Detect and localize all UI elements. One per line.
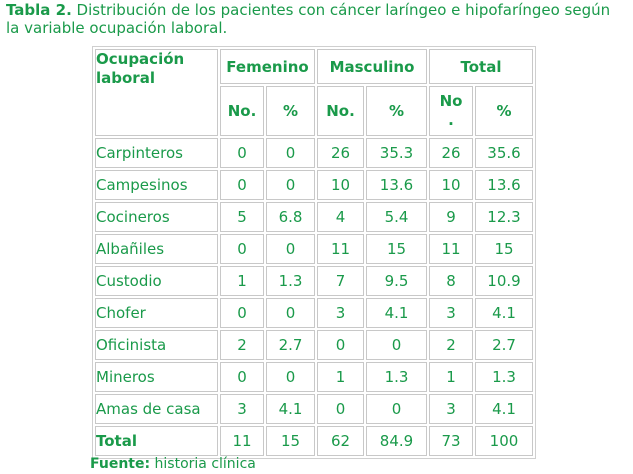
- cell-f-pct: 0: [266, 298, 315, 328]
- cell-m-pct: 13.6: [366, 170, 427, 200]
- cell-m-no: 4: [317, 202, 364, 232]
- cell-t-pct: 35.6: [475, 138, 533, 168]
- cell-m-no: 1: [317, 362, 364, 392]
- cell-m-pct: 35.3: [366, 138, 427, 168]
- row-label: Custodio: [95, 266, 218, 296]
- cell-f-no: 0: [220, 362, 264, 392]
- table-row: [95, 362, 533, 392]
- cell-f-pct: 0: [266, 170, 315, 200]
- cell-f-no: 0: [220, 234, 264, 264]
- row-label: Total: [95, 426, 218, 456]
- cell-t-no: 73: [429, 426, 473, 456]
- cell-t-no: 8: [429, 266, 473, 296]
- header-male-pct: %: [366, 86, 427, 136]
- cell-t-no: 10: [429, 170, 473, 200]
- header-female-no: No.: [220, 86, 264, 136]
- source-label: Fuente:: [90, 456, 151, 472]
- cell-t-no: 11: [429, 234, 473, 264]
- cell-m-no: 3: [317, 298, 364, 328]
- row-label: Cocineros: [95, 202, 218, 232]
- cell-m-pct: 84.9: [366, 426, 427, 456]
- row-label: Mineros: [95, 362, 218, 392]
- cell-f-pct: 0: [266, 138, 315, 168]
- cell-f-pct: 6.8: [266, 202, 315, 232]
- cell-m-pct: 1.3: [366, 362, 427, 392]
- cell-f-pct: 15: [266, 426, 315, 456]
- cell-f-pct: 0: [266, 234, 315, 264]
- table-row: [95, 266, 533, 296]
- table-row: [95, 330, 533, 360]
- header-occupation: Ocupación laboral: [95, 49, 218, 136]
- header-male-no: No.: [317, 86, 364, 136]
- table-body: [95, 138, 533, 456]
- caption-text: Distribución de los pacientes con cáncer laríngeo e hipofaríngeo según la variable ocupación laboral.: [6, 1, 611, 37]
- cell-f-pct: 2.7: [266, 330, 315, 360]
- cell-m-pct: 5.4: [366, 202, 427, 232]
- table-row: [95, 394, 533, 424]
- table-row: [95, 298, 533, 328]
- cell-t-pct: 15: [475, 234, 533, 264]
- header-total: Total: [429, 49, 533, 84]
- row-label: Chofer: [95, 298, 218, 328]
- cell-f-no: 11: [220, 426, 264, 456]
- cell-t-no: 3: [429, 298, 473, 328]
- cell-t-pct: 4.1: [475, 298, 533, 328]
- cell-f-no: 5: [220, 202, 264, 232]
- table-row: [95, 170, 533, 200]
- table-caption: [6, 1, 626, 37]
- cell-f-pct: 0: [266, 362, 315, 392]
- header-total-no-text: No .: [439, 92, 463, 129]
- cell-m-no: 10: [317, 170, 364, 200]
- cell-t-pct: 2.7: [475, 330, 533, 360]
- cell-m-pct: 0: [366, 394, 427, 424]
- cell-m-pct: 15: [366, 234, 427, 264]
- row-label: Carpinteros: [95, 138, 218, 168]
- row-label: Amas de casa: [95, 394, 218, 424]
- cell-t-no: 26: [429, 138, 473, 168]
- cell-m-pct: 9.5: [366, 266, 427, 296]
- cell-f-no: 0: [220, 170, 264, 200]
- cell-t-pct: 12.3: [475, 202, 533, 232]
- cell-t-pct: 4.1: [475, 394, 533, 424]
- cell-t-pct: 10.9: [475, 266, 533, 296]
- header-total-no: [429, 86, 473, 136]
- cell-t-pct: 1.3: [475, 362, 533, 392]
- cell-f-no: 2: [220, 330, 264, 360]
- cell-m-no: 7: [317, 266, 364, 296]
- cell-m-no: 26: [317, 138, 364, 168]
- caption-label: Tabla 2.: [6, 1, 72, 19]
- cell-m-no: 62: [317, 426, 364, 456]
- header-total-pct: %: [475, 86, 533, 136]
- table-row: [95, 202, 533, 232]
- table-row: [95, 234, 533, 264]
- table-total-row: [95, 426, 533, 456]
- header-male: Masculino: [317, 49, 427, 84]
- cell-f-no: 3: [220, 394, 264, 424]
- cell-f-no: 0: [220, 138, 264, 168]
- cell-m-no: 0: [317, 330, 364, 360]
- cell-t-no: 1: [429, 362, 473, 392]
- row-label: Campesinos: [95, 170, 218, 200]
- cell-m-no: 11: [317, 234, 364, 264]
- cell-t-no: 2: [429, 330, 473, 360]
- cell-m-no: 0: [317, 394, 364, 424]
- row-label: Oficinista: [95, 330, 218, 360]
- cell-t-pct: 13.6: [475, 170, 533, 200]
- cell-t-no: 9: [429, 202, 473, 232]
- table-source: [90, 456, 256, 472]
- cell-f-pct: 4.1: [266, 394, 315, 424]
- cell-m-pct: 4.1: [366, 298, 427, 328]
- cell-f-no: 1: [220, 266, 264, 296]
- source-text: historia clínica: [150, 456, 256, 472]
- cell-t-pct: 100: [475, 426, 533, 456]
- cell-m-pct: 0: [366, 330, 427, 360]
- occupation-table: [92, 46, 536, 459]
- header-female: Femenino: [220, 49, 315, 84]
- cell-f-pct: 1.3: [266, 266, 315, 296]
- row-label: Albañiles: [95, 234, 218, 264]
- header-female-pct: %: [266, 86, 315, 136]
- cell-f-no: 0: [220, 298, 264, 328]
- table-row: [95, 138, 533, 168]
- cell-t-no: 3: [429, 394, 473, 424]
